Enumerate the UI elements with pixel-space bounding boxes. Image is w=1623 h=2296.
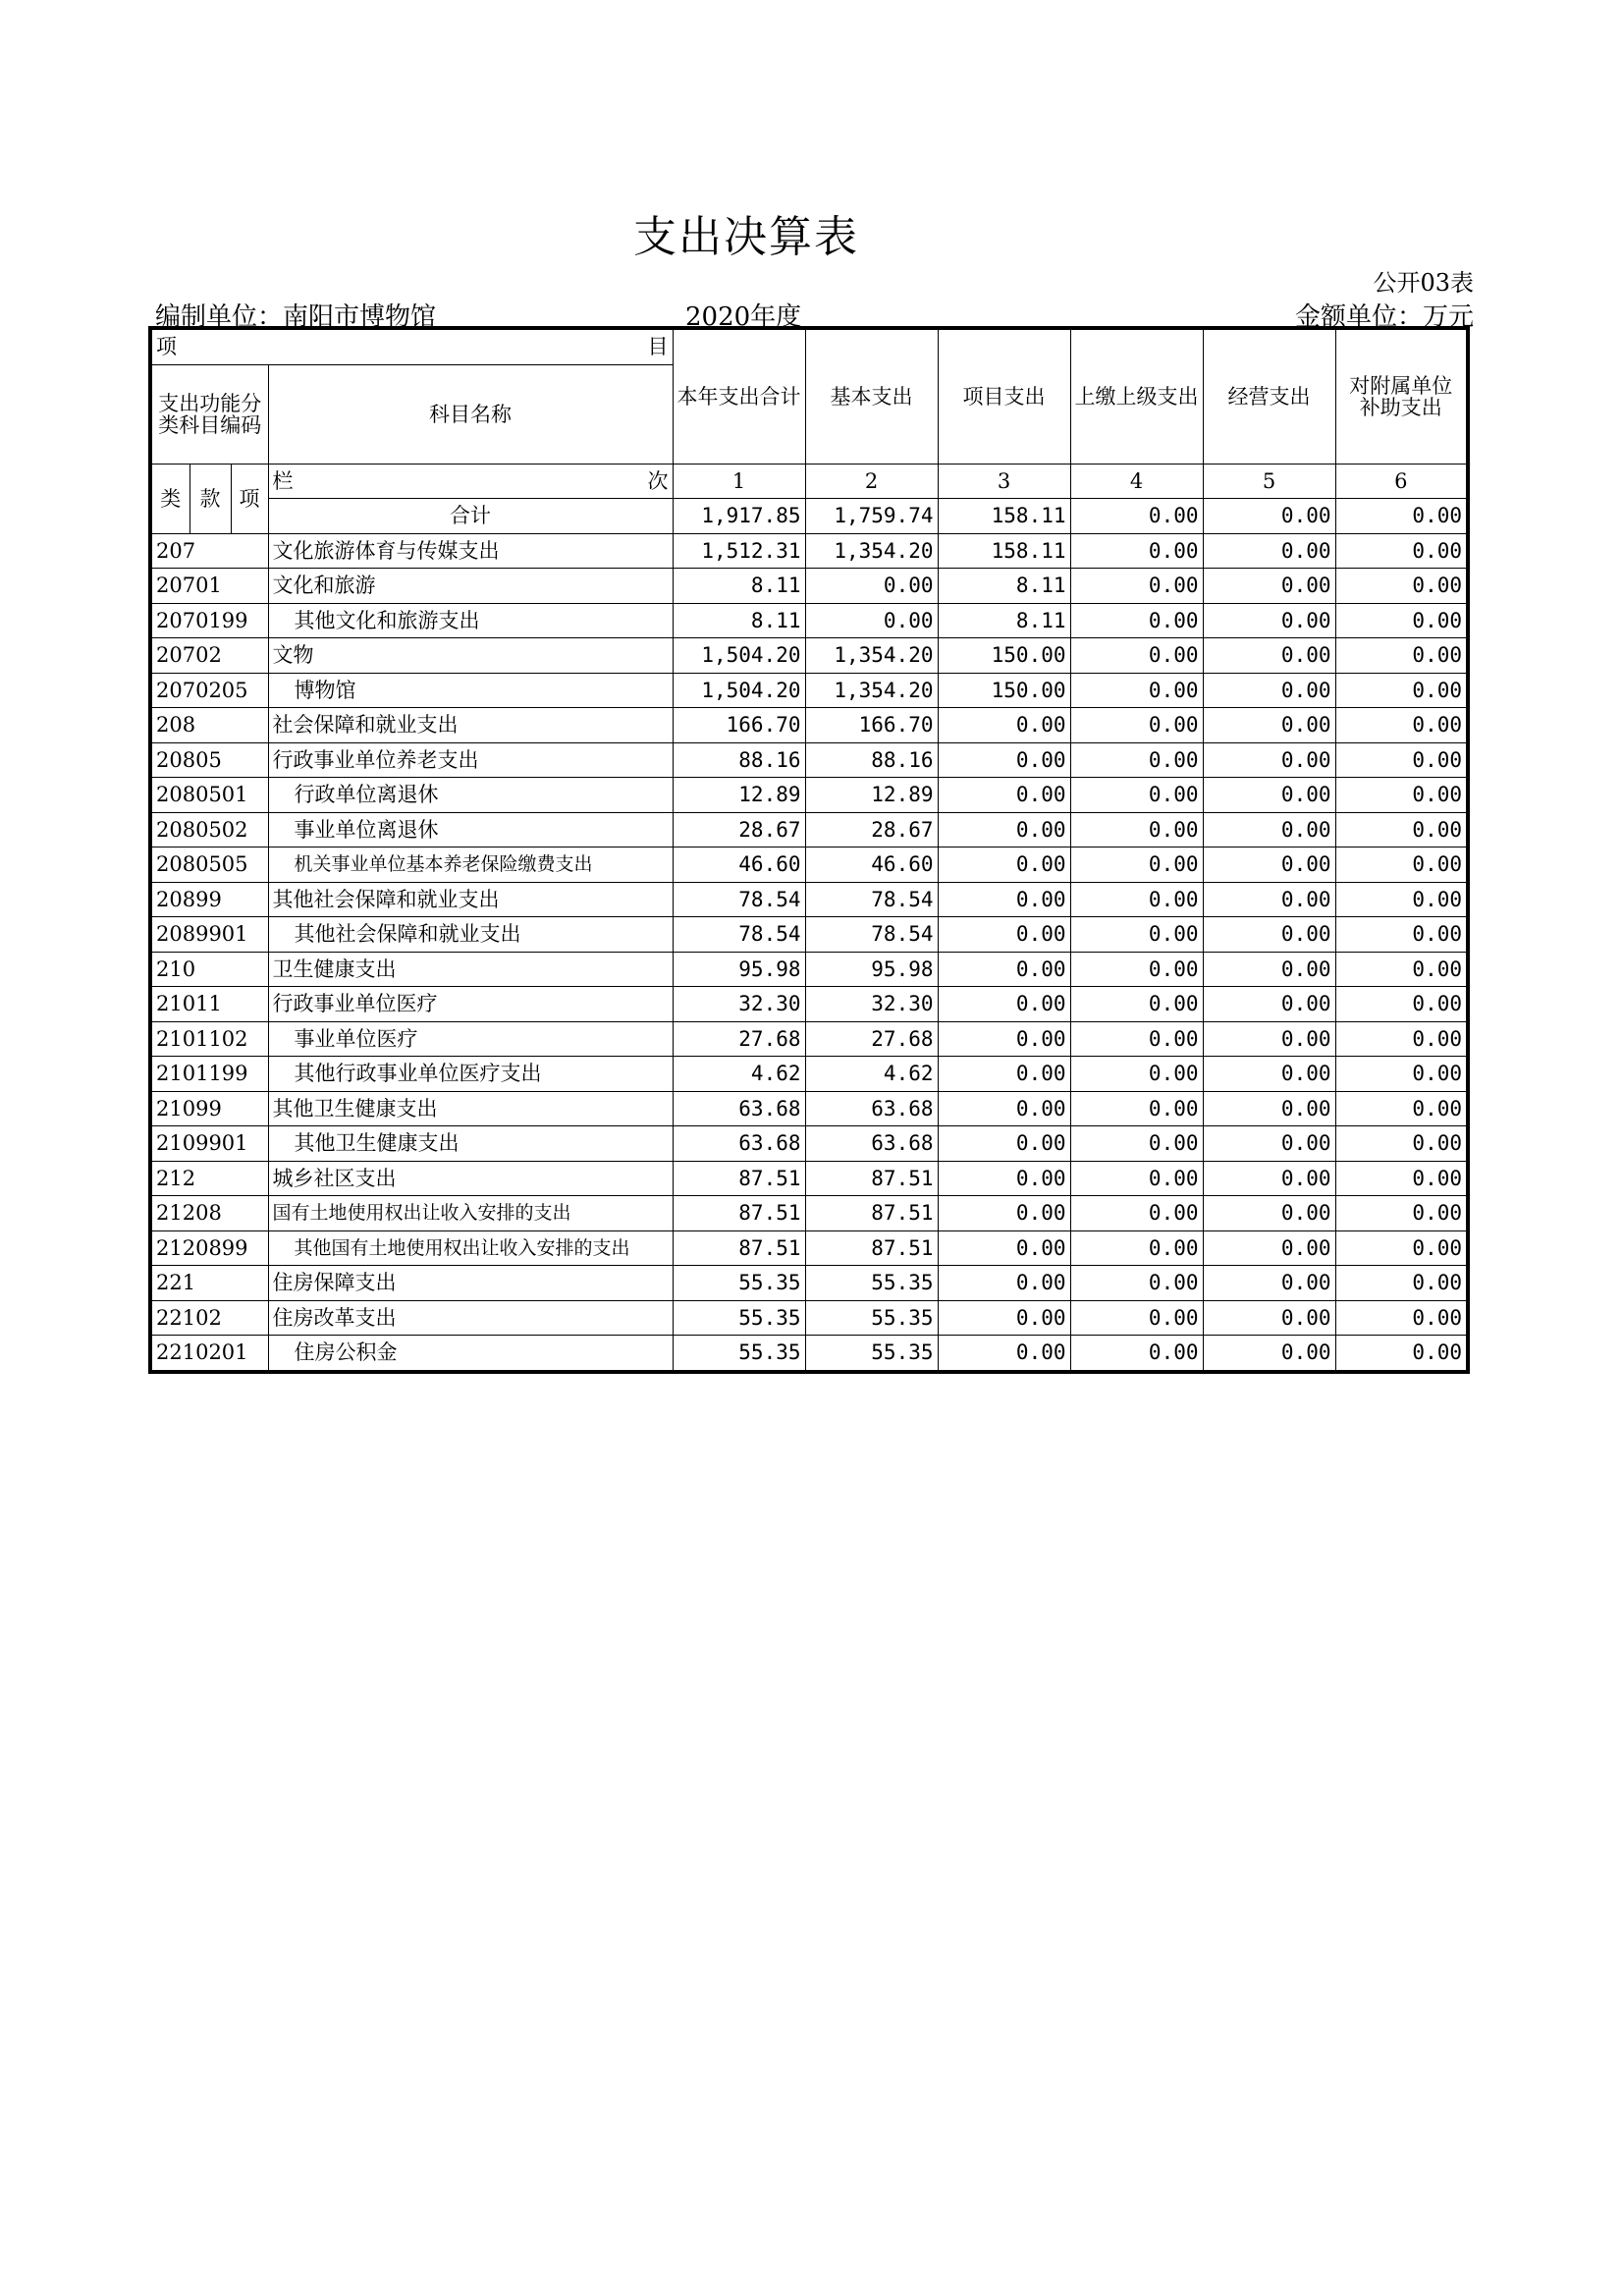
row-value-1: 78.54 [673, 917, 805, 953]
table-row [150, 673, 1468, 708]
row-value-3: 0.00 [938, 1091, 1070, 1126]
row-value-3: 158.11 [938, 533, 1070, 569]
row-value-6: 0.00 [1335, 1230, 1468, 1266]
row-value-6: 0.00 [1335, 1057, 1468, 1092]
table-row [150, 882, 1468, 917]
col-num-6: 6 [1335, 464, 1468, 499]
row-value-6: 0.00 [1335, 638, 1468, 674]
table-row [150, 708, 1468, 743]
row-value-6: 0.00 [1335, 882, 1468, 917]
row-value-1: 63.68 [673, 1126, 805, 1162]
row-value-6: 0.00 [1335, 847, 1468, 883]
row-name: 文化旅游体育与传媒支出 [268, 533, 673, 569]
row-value-1: 63.68 [673, 1091, 805, 1126]
total-label: 合计 [268, 499, 673, 534]
kuan-header: 款 [189, 464, 231, 533]
row-value-5: 0.00 [1203, 673, 1335, 708]
row-value-6: 0.00 [1335, 917, 1468, 953]
item-header-right: 目 [647, 335, 669, 359]
row-value-3: 0.00 [938, 882, 1070, 917]
row-value-1: 8.11 [673, 603, 805, 638]
row-value-2: 55.35 [805, 1300, 938, 1336]
form-number: 公开03表 [1373, 269, 1474, 297]
row-name: 行政单位离退休 [268, 778, 673, 813]
row-value-1: 1,512.31 [673, 533, 805, 569]
item-header-left: 项 [156, 335, 177, 359]
row-value-6: 0.00 [1335, 742, 1468, 778]
row-value-5: 0.00 [1203, 1057, 1335, 1092]
col-header-5: 经营支出 [1203, 328, 1335, 464]
header-row-colnum [150, 464, 1468, 499]
row-value-6: 0.00 [1335, 1196, 1468, 1231]
row-value-6: 0.00 [1335, 987, 1468, 1022]
row-value-1: 1,504.20 [673, 673, 805, 708]
row-value-1: 8.11 [673, 569, 805, 604]
row-code: 2101199 [150, 1057, 268, 1092]
compiling-unit: 编制单位：南阳市博物馆 [155, 302, 437, 332]
row-name: 事业单位离退休 [268, 812, 673, 847]
row-value-1: 166.70 [673, 708, 805, 743]
row-value-4: 0.00 [1070, 569, 1203, 604]
row-value-5: 0.00 [1203, 708, 1335, 743]
row-code: 221 [150, 1266, 268, 1301]
table-row [150, 638, 1468, 674]
row-value-2: 87.51 [805, 1230, 938, 1266]
row-value-5: 0.00 [1203, 1126, 1335, 1162]
row-value-2: 63.68 [805, 1126, 938, 1162]
row-value-4: 0.00 [1070, 847, 1203, 883]
row-code: 207 [150, 533, 268, 569]
row-value-1: 4.62 [673, 1057, 805, 1092]
row-value-5: 0.00 [1203, 1230, 1335, 1266]
table-row [150, 1057, 1468, 1092]
row-value-2: 55.35 [805, 1336, 938, 1372]
row-value-1: 28.67 [673, 812, 805, 847]
row-value-4: 0.00 [1070, 1091, 1203, 1126]
row-value-6: 0.00 [1335, 1161, 1468, 1196]
row-value-5: 0.00 [1203, 533, 1335, 569]
row-code: 2210201 [150, 1336, 268, 1372]
row-name: 其他卫生健康支出 [268, 1126, 673, 1162]
expenditure-table [148, 326, 1470, 1374]
row-value-3: 0.00 [938, 847, 1070, 883]
header-row-item [150, 328, 1468, 364]
row-value-2: 1,354.20 [805, 673, 938, 708]
row-value-6: 0.00 [1335, 533, 1468, 569]
row-value-1: 95.98 [673, 952, 805, 987]
row-value-2: 4.62 [805, 1057, 938, 1092]
row-value-4: 0.00 [1070, 1336, 1203, 1372]
row-code: 2101102 [150, 1021, 268, 1057]
row-value-6: 0.00 [1335, 673, 1468, 708]
row-value-4: 0.00 [1070, 708, 1203, 743]
table-row [150, 952, 1468, 987]
col-header-4: 上缴上级支出 [1070, 328, 1203, 464]
row-name: 文化和旅游 [268, 569, 673, 604]
row-value-1: 55.35 [673, 1300, 805, 1336]
total-value-3: 158.11 [938, 499, 1070, 534]
page-title: 支出决算表 [633, 212, 859, 262]
row-value-3: 0.00 [938, 1300, 1070, 1336]
row-value-1: 46.60 [673, 847, 805, 883]
row-value-5: 0.00 [1203, 1091, 1335, 1126]
row-value-3: 0.00 [938, 1336, 1070, 1372]
row-value-4: 0.00 [1070, 1300, 1203, 1336]
row-value-4: 0.00 [1070, 638, 1203, 674]
row-value-5: 0.00 [1203, 1300, 1335, 1336]
row-value-6: 0.00 [1335, 1300, 1468, 1336]
row-value-2: 27.68 [805, 1021, 938, 1057]
row-name: 行政事业单位医疗 [268, 987, 673, 1022]
row-name: 其他卫生健康支出 [268, 1091, 673, 1126]
row-value-6: 0.00 [1335, 1126, 1468, 1162]
table-row [150, 917, 1468, 953]
table-row [150, 812, 1468, 847]
row-value-4: 0.00 [1070, 1196, 1203, 1231]
row-value-1: 87.51 [673, 1196, 805, 1231]
row-value-5: 0.00 [1203, 778, 1335, 813]
total-value-1: 1,917.85 [673, 499, 805, 534]
row-value-1: 55.35 [673, 1336, 805, 1372]
row-value-5: 0.00 [1203, 952, 1335, 987]
row-code: 21099 [150, 1091, 268, 1126]
row-value-5: 0.00 [1203, 812, 1335, 847]
row-value-1: 87.51 [673, 1230, 805, 1266]
row-name: 卫生健康支出 [268, 952, 673, 987]
lei-header: 类 [150, 464, 189, 533]
row-code: 20805 [150, 742, 268, 778]
row-value-1: 12.89 [673, 778, 805, 813]
row-value-3: 0.00 [938, 742, 1070, 778]
row-value-4: 0.00 [1070, 1057, 1203, 1092]
table-row [150, 1336, 1468, 1372]
row-value-5: 0.00 [1203, 987, 1335, 1022]
row-value-2: 28.67 [805, 812, 938, 847]
total-value-6: 0.00 [1335, 499, 1468, 534]
row-value-5: 0.00 [1203, 603, 1335, 638]
table-row [150, 1230, 1468, 1266]
row-name: 行政事业单位养老支出 [268, 742, 673, 778]
row-value-1: 88.16 [673, 742, 805, 778]
row-name: 国有土地使用权出让收入安排的支出 [268, 1196, 673, 1231]
row-value-2: 0.00 [805, 603, 938, 638]
row-value-3: 0.00 [938, 812, 1070, 847]
row-name: 住房改革支出 [268, 1300, 673, 1336]
ci-label: 次 [647, 468, 669, 493]
row-value-5: 0.00 [1203, 882, 1335, 917]
col-header-2: 基本支出 [805, 328, 938, 464]
row-code: 20701 [150, 569, 268, 604]
row-value-2: 95.98 [805, 952, 938, 987]
table-row [150, 1091, 1468, 1126]
row-value-3: 0.00 [938, 1230, 1070, 1266]
col-num-3: 3 [938, 464, 1070, 499]
col-num-2: 2 [805, 464, 938, 499]
row-value-6: 0.00 [1335, 1336, 1468, 1372]
row-value-5: 0.00 [1203, 742, 1335, 778]
code-group-header: 支出功能分类科目编码 [150, 364, 268, 464]
table-row [150, 1161, 1468, 1196]
row-value-4: 0.00 [1070, 1266, 1203, 1301]
table-row [150, 603, 1468, 638]
row-value-3: 0.00 [938, 1021, 1070, 1057]
total-value-5: 0.00 [1203, 499, 1335, 534]
table-row [150, 533, 1468, 569]
table-row [150, 742, 1468, 778]
row-name: 住房保障支出 [268, 1266, 673, 1301]
col-header-3: 项目支出 [938, 328, 1070, 464]
row-value-6: 0.00 [1335, 952, 1468, 987]
row-value-2: 78.54 [805, 917, 938, 953]
row-code: 2070205 [150, 673, 268, 708]
row-code: 20899 [150, 882, 268, 917]
row-name: 其他行政事业单位医疗支出 [268, 1057, 673, 1092]
row-value-4: 0.00 [1070, 742, 1203, 778]
row-value-4: 0.00 [1070, 812, 1203, 847]
row-name: 住房公积金 [268, 1336, 673, 1372]
row-value-4: 0.00 [1070, 952, 1203, 987]
col-num-4: 4 [1070, 464, 1203, 499]
row-value-3: 150.00 [938, 673, 1070, 708]
row-value-2: 55.35 [805, 1266, 938, 1301]
table-row [150, 778, 1468, 813]
row-value-4: 0.00 [1070, 1021, 1203, 1057]
row-code: 2080505 [150, 847, 268, 883]
table-row [150, 569, 1468, 604]
table-row [150, 1300, 1468, 1336]
table-body [150, 533, 1468, 1372]
name-header: 科目名称 [268, 364, 673, 464]
row-name: 文物 [268, 638, 673, 674]
row-value-2: 78.54 [805, 882, 938, 917]
row-value-1: 1,504.20 [673, 638, 805, 674]
row-name: 社会保障和就业支出 [268, 708, 673, 743]
row-code: 20702 [150, 638, 268, 674]
row-value-1: 78.54 [673, 882, 805, 917]
row-value-4: 0.00 [1070, 603, 1203, 638]
row-value-5: 0.00 [1203, 569, 1335, 604]
col-num-1: 1 [673, 464, 805, 499]
row-value-4: 0.00 [1070, 533, 1203, 569]
row-name: 其他文化和旅游支出 [268, 603, 673, 638]
row-value-2: 1,354.20 [805, 533, 938, 569]
row-code: 212 [150, 1161, 268, 1196]
row-code: 21011 [150, 987, 268, 1022]
row-name: 事业单位医疗 [268, 1021, 673, 1057]
row-value-5: 0.00 [1203, 847, 1335, 883]
row-value-2: 87.51 [805, 1161, 938, 1196]
row-value-4: 0.00 [1070, 917, 1203, 953]
table-row [150, 1266, 1468, 1301]
row-code: 2070199 [150, 603, 268, 638]
row-value-4: 0.00 [1070, 778, 1203, 813]
lan-label: 栏 [272, 468, 294, 493]
col-header-6: 对附属单位补助支出 [1335, 328, 1468, 464]
row-value-4: 0.00 [1070, 1126, 1203, 1162]
row-value-3: 0.00 [938, 952, 1070, 987]
row-value-2: 0.00 [805, 569, 938, 604]
row-value-6: 0.00 [1335, 1091, 1468, 1126]
xiang-header: 项 [231, 464, 268, 533]
row-value-2: 63.68 [805, 1091, 938, 1126]
row-name: 博物馆 [268, 673, 673, 708]
row-code: 2080502 [150, 812, 268, 847]
row-value-5: 0.00 [1203, 1021, 1335, 1057]
row-value-6: 0.00 [1335, 1021, 1468, 1057]
row-code: 210 [150, 952, 268, 987]
row-value-3: 0.00 [938, 778, 1070, 813]
row-value-4: 0.00 [1070, 1230, 1203, 1266]
row-name: 其他社会保障和就业支出 [268, 917, 673, 953]
row-value-1: 87.51 [673, 1161, 805, 1196]
row-value-3: 8.11 [938, 603, 1070, 638]
row-code: 21208 [150, 1196, 268, 1231]
row-value-1: 32.30 [673, 987, 805, 1022]
row-value-1: 55.35 [673, 1266, 805, 1301]
row-value-4: 0.00 [1070, 673, 1203, 708]
row-value-2: 32.30 [805, 987, 938, 1022]
row-value-1: 27.68 [673, 1021, 805, 1057]
row-value-2: 88.16 [805, 742, 938, 778]
row-code: 2080501 [150, 778, 268, 813]
row-value-2: 12.89 [805, 778, 938, 813]
row-value-4: 0.00 [1070, 987, 1203, 1022]
row-value-6: 0.00 [1335, 1266, 1468, 1301]
row-value-3: 150.00 [938, 638, 1070, 674]
row-value-3: 0.00 [938, 708, 1070, 743]
row-name: 机关事业单位基本养老保险缴费支出 [268, 847, 673, 883]
row-value-3: 0.00 [938, 917, 1070, 953]
meta-line [155, 297, 1474, 332]
total-row [150, 499, 1468, 534]
total-value-2: 1,759.74 [805, 499, 938, 534]
table-row [150, 1196, 1468, 1231]
row-code: 22102 [150, 1300, 268, 1336]
row-value-2: 46.60 [805, 847, 938, 883]
row-value-3: 8.11 [938, 569, 1070, 604]
money-unit: 金额单位：万元 [1294, 302, 1474, 332]
total-value-4: 0.00 [1070, 499, 1203, 534]
item-header [150, 328, 673, 364]
row-value-6: 0.00 [1335, 812, 1468, 847]
row-value-6: 0.00 [1335, 603, 1468, 638]
row-value-5: 0.00 [1203, 1196, 1335, 1231]
row-name: 其他社会保障和就业支出 [268, 882, 673, 917]
table-row [150, 847, 1468, 883]
row-value-5: 0.00 [1203, 1336, 1335, 1372]
row-value-3: 0.00 [938, 1161, 1070, 1196]
row-value-6: 0.00 [1335, 569, 1468, 604]
row-value-5: 0.00 [1203, 638, 1335, 674]
table-row [150, 1021, 1468, 1057]
row-value-5: 0.00 [1203, 917, 1335, 953]
row-value-3: 0.00 [938, 1266, 1070, 1301]
row-name: 其他国有土地使用权出让收入安排的支出 [268, 1230, 673, 1266]
row-value-3: 0.00 [938, 987, 1070, 1022]
row-value-4: 0.00 [1070, 1161, 1203, 1196]
row-value-2: 166.70 [805, 708, 938, 743]
col-header-1: 本年支出合计 [673, 328, 805, 464]
fiscal-year: 2020年度 [685, 302, 802, 332]
row-code: 208 [150, 708, 268, 743]
row-value-6: 0.00 [1335, 778, 1468, 813]
row-code: 2120899 [150, 1230, 268, 1266]
table-row [150, 1126, 1468, 1162]
row-code: 2089901 [150, 917, 268, 953]
row-value-3: 0.00 [938, 1126, 1070, 1162]
col-num-5: 5 [1203, 464, 1335, 499]
row-name: 城乡社区支出 [268, 1161, 673, 1196]
row-value-3: 0.00 [938, 1196, 1070, 1231]
lan-ci-header [268, 464, 673, 499]
row-value-3: 0.00 [938, 1057, 1070, 1092]
row-value-2: 87.51 [805, 1196, 938, 1231]
row-code: 2109901 [150, 1126, 268, 1162]
table-row [150, 987, 1468, 1022]
row-value-2: 1,354.20 [805, 638, 938, 674]
row-value-5: 0.00 [1203, 1161, 1335, 1196]
row-value-6: 0.00 [1335, 708, 1468, 743]
row-value-4: 0.00 [1070, 882, 1203, 917]
row-value-5: 0.00 [1203, 1266, 1335, 1301]
